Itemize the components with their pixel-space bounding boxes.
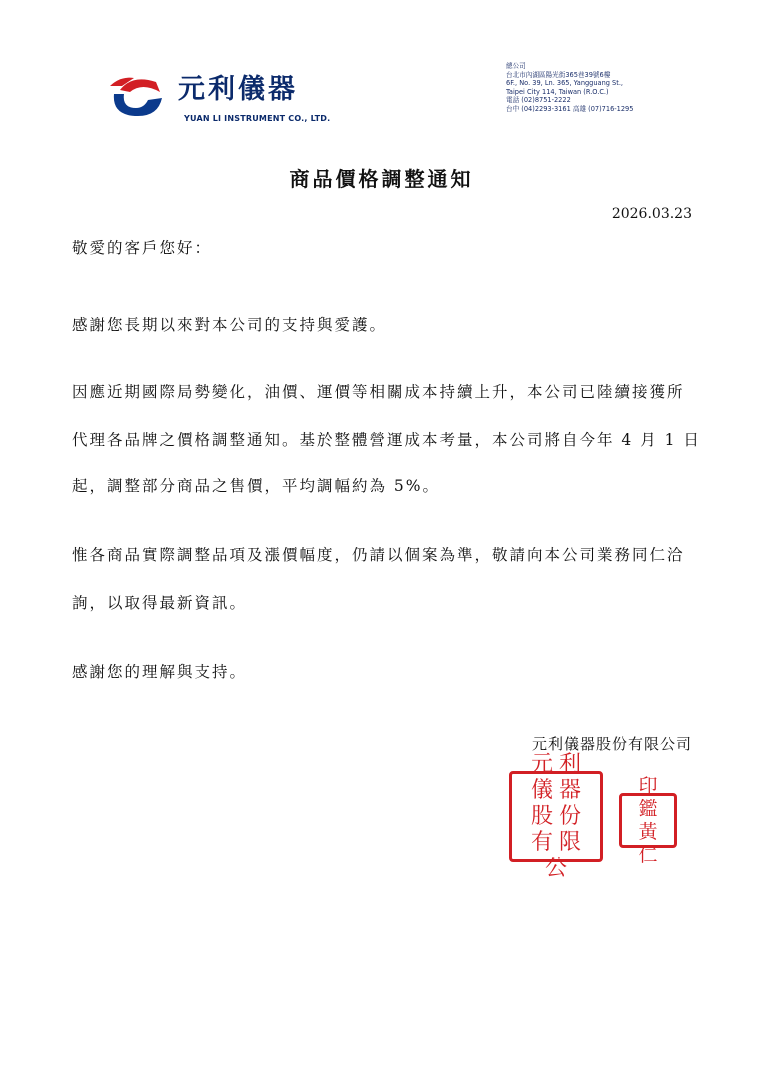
seal-char: 股 bbox=[530, 803, 553, 829]
thanks-paragraph: 感謝您長期以來對本公司的支持與愛護。 bbox=[72, 316, 388, 334]
hq-phone: 電話 (02)8751-2222 bbox=[506, 96, 571, 104]
letterhead bbox=[108, 62, 668, 132]
greeting: 敬愛的客戶您好： bbox=[72, 239, 213, 257]
seal-char: 鑑 bbox=[638, 797, 658, 820]
notice-title: 商品價格調整通知 bbox=[289, 167, 474, 191]
closing-paragraph: 感謝您的理解與支持。 bbox=[72, 663, 248, 681]
company-name-en: YUAN LI INSTRUMENT CO., LTD. bbox=[184, 114, 331, 123]
hq-address-en-1: 6F., No. 39, Ln. 365, Yangguang St., bbox=[506, 79, 624, 87]
seal-char: 公 bbox=[544, 855, 567, 881]
seal-char: 仁 bbox=[638, 843, 658, 866]
body-paragraph-1-line-2: 代理各品牌之價格調整通知。基於整體營運成本考量，本公司將自今年 4 月 1 日 bbox=[72, 431, 701, 449]
hq-address-en-2: Taipei City 114, Taiwan (R.O.C.) bbox=[506, 87, 609, 96]
seal-char: 份 bbox=[558, 803, 581, 829]
body-paragraph-1-line-1: 因應近期國際局勢變化，油價、運價等相關成本持續上升，本公司已陸續接獲所 bbox=[72, 383, 685, 401]
company-logo-icon bbox=[108, 72, 164, 120]
hq-label: 總公司 bbox=[506, 62, 526, 70]
seal-char: 利 bbox=[558, 751, 581, 777]
seal-char: 黃 bbox=[638, 820, 658, 843]
hq-contact-block bbox=[506, 62, 676, 113]
company-name-cn: 元利儀器 bbox=[178, 74, 298, 105]
notice-date: 2026.03.23 bbox=[611, 206, 692, 222]
seal-char: 儀 bbox=[530, 777, 553, 803]
personal-seal-stamp bbox=[619, 774, 677, 866]
body-paragraph-2-line-1: 惟各商品實際調整品項及漲價幅度，仍請以個案為準，敬請向本公司業務同仁洽 bbox=[72, 546, 685, 564]
seal-char: 器 bbox=[558, 777, 581, 803]
hq-address-cn: 台北市內湖區陽光街365巷39號6樓 bbox=[506, 70, 611, 79]
seal-char: 限 bbox=[558, 829, 581, 855]
company-seal-stamp bbox=[509, 751, 603, 881]
branch-phones: 台中 (04)2293-3161 高雄 (07)716-1295 bbox=[506, 104, 634, 113]
body-paragraph-1-line-3: 起，調整部分商品之售價，平均調幅約為 5%。 bbox=[72, 477, 441, 495]
body-paragraph-2-line-2: 詢，以取得最新資訊。 bbox=[72, 594, 248, 612]
seal-char: 元 bbox=[530, 751, 553, 777]
seal-char: 有 bbox=[530, 829, 553, 855]
seal-char: 印 bbox=[638, 774, 658, 797]
signature-company: 元利儀器股份有限公司 bbox=[531, 735, 692, 753]
